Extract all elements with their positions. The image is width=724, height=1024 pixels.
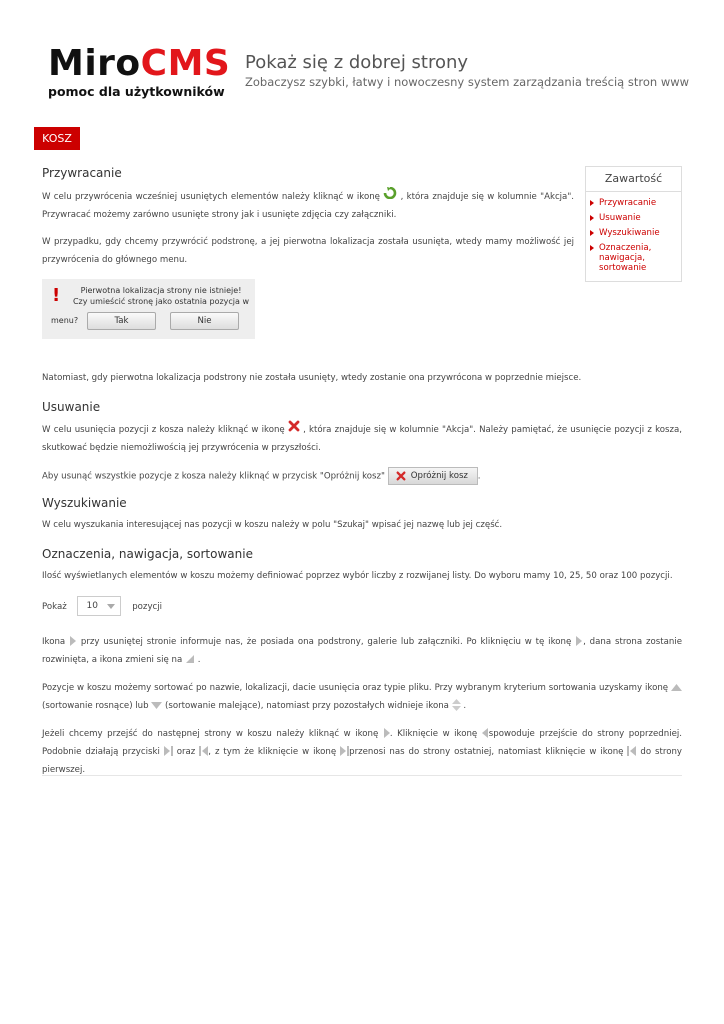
nav-text-k: spowoduje przejście do strony poprzedniej. Podobnie działają przyciski <box>42 728 682 757</box>
restore-icon <box>383 187 397 206</box>
nav-text-m: , z tym że kliknięcie w ikonę <box>208 746 337 757</box>
nav-paragraph-4 <box>42 725 682 779</box>
toc-title: Zawartość <box>586 172 681 192</box>
delete-paragraph-1 <box>42 420 682 457</box>
nav-paragraph-2 <box>42 633 682 669</box>
collapse-arrow-icon <box>185 655 195 663</box>
site-tagline: Zobaczysz szybki, łatwy i nowoczesny system zarządzania treścią stron www <box>245 75 690 89</box>
expand-arrow-icon-2 <box>575 636 583 646</box>
heading-search: Wyszukiwanie <box>42 495 127 510</box>
first-page-icon-2 <box>627 746 636 756</box>
nav-text-f: (sortowanie rosnące) lub <box>42 700 149 711</box>
nav-text-b: przy usuniętej stronie informuje nas, że posiada ona podstrony, galerie lub załączniki. Po kliknięciu w tę ikonę <box>80 636 572 647</box>
restore-paragraph-2: W przypadku, gdy chcemy przywrócić podstronę, a jej pierwotna lokalizacja została usunięta, wtedy mamy możliwość jej przywrócenia do głównego menu. <box>42 237 574 265</box>
restore-text-a: W celu przywrócenia wcześniej usuniętych elementów należy kliknąć w ikonę <box>42 192 380 202</box>
nav-text-j: . Kliknięcie w ikonę <box>389 728 478 739</box>
logo-cms: CMS <box>140 43 231 84</box>
nav-text-i: Jeżeli chcemy przejść do następnej strony w koszu należy kliknąć w ikonę <box>42 728 379 739</box>
restore-text-b: , która znajduje się w kolumnie "Akcja". Przywracać możemy zarówno usunięte strony jak i usunięte zdjęcia czy załączniki. <box>42 192 575 220</box>
empty-trash-label: Opróżnij kosz <box>410 471 468 481</box>
show-entries-control <box>42 596 682 618</box>
nav-text-e: Pozycje w koszu możemy sortować po nazwie, lokalizacji, dacie usunięcia oraz typie pliku. Przy wybranym kryterium sortowania uzyskamy ikonę <box>42 682 669 693</box>
toc-item-nav[interactable]: Oznaczenia, nawigacja, sortowanie <box>590 243 681 273</box>
delete-x-icon <box>288 420 300 439</box>
logo-wordmark <box>48 43 231 84</box>
site-title: Pokaż się z dobrej strony <box>245 52 469 73</box>
expand-arrow-icon <box>69 636 77 646</box>
delete-paragraph-2 <box>42 467 682 486</box>
main-content <box>42 166 682 779</box>
next-page-icon <box>383 728 390 738</box>
nav-text-n: przenosi nas do strony ostatniej, natomiast kliknięcie w ikonę <box>349 746 624 757</box>
footer-divider <box>42 775 682 776</box>
delete-text-a: W celu usunięcia pozycji z kosza należy kliknąć w ikonę <box>42 425 285 435</box>
nav-paragraph-3 <box>42 679 682 715</box>
heading-restore: Przywracanie <box>42 166 122 180</box>
last-page-icon <box>164 746 173 756</box>
warning-exclamation-icon: ! <box>52 285 61 306</box>
logo-miro: Miro <box>48 43 141 84</box>
dialog-line-2: Czy umieścić stronę jako ostatnia pozycja w <box>72 297 250 306</box>
nav-text-h: . <box>463 700 467 711</box>
nav-text-c: , dana strona zostanie rozwinięta, a ikona zmieni się na <box>42 636 682 665</box>
restore-paragraph-3: Natomiast, gdy pierwotna lokalizacja podstrony nie została usunięty, wtedy zostanie ona przywrócona w poprzednie miejsce. <box>42 373 582 383</box>
prev-page-icon <box>482 728 489 738</box>
dialog-yes-button[interactable]: Tak <box>87 312 156 330</box>
empty-trash-button[interactable] <box>388 467 478 485</box>
nav-text-g: (sortowanie malejące), natomiast przy pozostałych widnieje ikona <box>165 700 449 711</box>
toc-item-search[interactable]: Wyszukiwanie <box>590 228 681 238</box>
dialog-line-3: menu? <box>51 316 79 325</box>
heading-nav: Oznaczenia, nawigacja, sortowanie <box>42 546 253 561</box>
restore-paragraph-1 <box>42 187 574 224</box>
nav-paragraph-1: Ilość wyświetlanych elementów w koszu możemy definiować poprzez wybór liczby z rozwijanej listy. Do wyboru mamy 10, 25, 50 oraz 100 pozycji. <box>42 570 673 581</box>
search-paragraph-1: W celu wyszukania interesującej nas pozycji w koszu należy w polu "Szukaj" wpisać jej nazwę lub jej część. <box>42 519 503 530</box>
first-page-icon <box>199 746 208 756</box>
sort-both-icon <box>452 699 461 711</box>
dialog-line-1: Pierwotna lokalizacja strony nie istnieje! <box>80 286 242 295</box>
sort-asc-icon <box>671 684 682 691</box>
dialog-message <box>72 285 250 307</box>
nav-text-l: oraz <box>176 746 196 757</box>
show-suffix: pozycji <box>132 601 163 612</box>
delete-text-c: Aby usunąć wszystkie pozycje z kosza należy kliknąć w przycisk "Opróżnij kosz" <box>42 471 385 482</box>
logo-subtitle: pomoc dla użytkowników <box>48 84 225 99</box>
nav-text-o: do strony pierwszej. <box>42 746 683 775</box>
show-label: Pokaż <box>42 601 67 612</box>
toc-item-delete[interactable]: Usuwanie <box>590 213 681 223</box>
nav-text-d: . <box>197 654 201 665</box>
delete-text-b: , która znajduje się w kolumnie "Akcja". Należy pamiętać, że usunięcie pozycji z kosza, skutkować będzie niemożliwością jej przywrócenia w przyszłości. <box>42 425 683 453</box>
logo[interactable] <box>48 43 231 99</box>
last-page-icon-2 <box>340 746 349 756</box>
chevron-down-icon <box>107 604 115 609</box>
tab-kosz[interactable]: KOSZ <box>34 127 80 150</box>
toc-item-restore[interactable]: Przywracanie <box>590 198 681 208</box>
show-select[interactable] <box>77 596 121 616</box>
dialog-no-button[interactable]: Nie <box>170 312 239 330</box>
delete-text-d: . <box>477 471 481 482</box>
heading-delete: Usuwanie <box>42 400 101 414</box>
nav-text-a: Ikona <box>42 636 66 647</box>
sort-desc-icon <box>151 702 162 709</box>
restore-dialog <box>42 279 255 339</box>
show-select-value: 10 <box>86 601 98 611</box>
